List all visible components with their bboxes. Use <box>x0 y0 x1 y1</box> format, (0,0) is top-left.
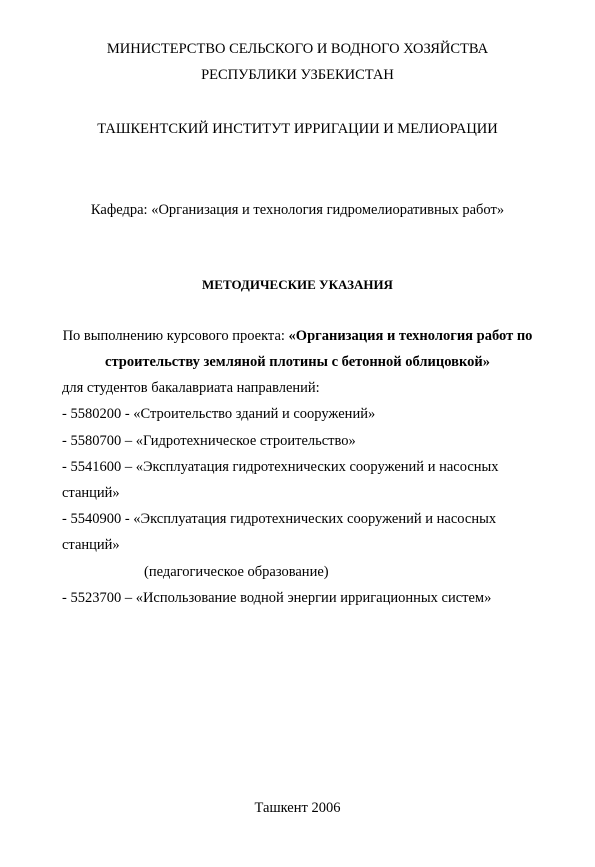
ministry-line-1: МИНИСТЕРСТВО СЕЛЬСКОГО И ВОДНОГО ХОЗЯЙСТВА <box>106 41 489 57</box>
direction-5580200: - 5580200 - «Строительство зданий и сооружений» <box>62 406 376 422</box>
direction-5523700: - 5523700 – «Использование водной энергии ирригационных систем» <box>62 590 492 606</box>
department-name: Кафедра: «Организация и технология гидромелиоративных работ» <box>90 202 505 218</box>
audience-line: для студентов бакалавриата направлений: <box>62 380 320 396</box>
city-year: Ташкент 2006 <box>254 800 341 816</box>
project-line-1 <box>0 327 595 345</box>
project-prefix: По выполнению курсового проекта: <box>62 328 289 344</box>
institute-name: ТАШКЕНТСКИЙ ИНСТИТУТ ИРРИГАЦИИ И МЕЛИОРАЦИИ <box>97 121 498 137</box>
direction-5541600: - 5541600 – «Эксплуатация гидротехнических сооружений и насосных <box>62 459 499 475</box>
ministry-line-2: РЕСПУБЛИКИ УЗБЕКИСТАН <box>201 67 394 83</box>
direction-5540900: - 5540900 - «Эксплуатация гидротехнических сооружений и насосных <box>62 511 497 527</box>
direction-5580700: - 5580700 – «Гидротехническое строительство» <box>62 433 356 449</box>
document-title: МЕТОДИЧЕСКИЕ УКАЗАНИЯ <box>202 277 393 292</box>
project-title-part2: строительству земляной плотины с бетонной облицовкой» <box>105 354 490 370</box>
direction-5540900-note: (педагогическое образование) <box>144 564 329 580</box>
direction-5541600-cont: станций» <box>62 485 120 501</box>
project-title-part1: «Организация и технология работ по <box>288 328 533 344</box>
direction-5540900-cont: станций» <box>62 537 120 553</box>
